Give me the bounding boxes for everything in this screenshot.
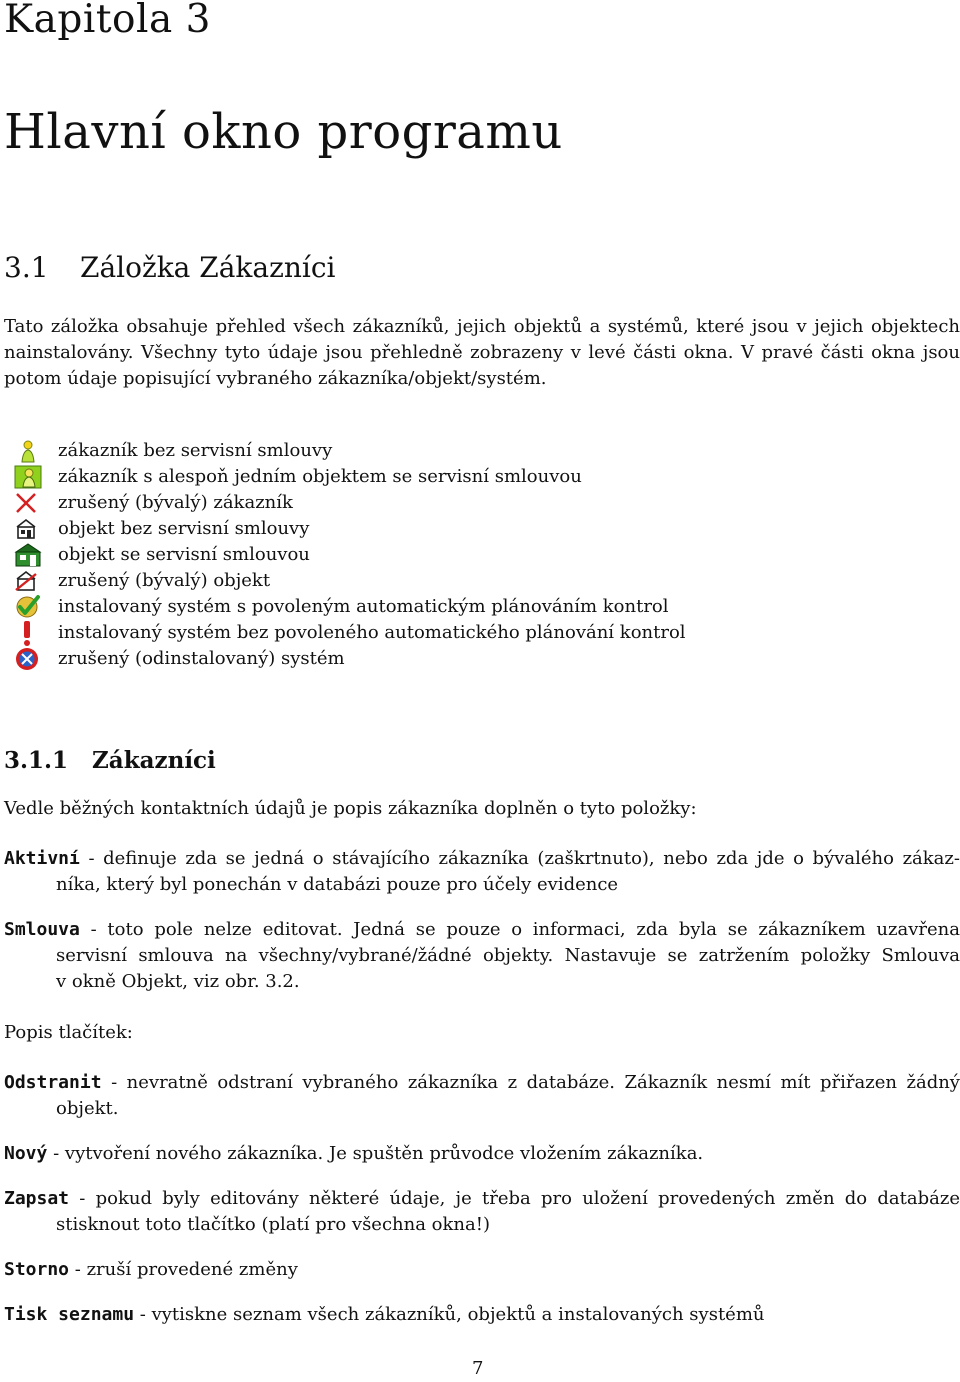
- legend-text: zrušený (bývalý) zákazník: [58, 492, 293, 513]
- definition-text: - vytiskne seznam všech zákazníků, objektů a instalovaných systémů: [139, 1304, 765, 1325]
- definition-text: - nevratně odstraní vybraného zákazníka z databáze. Zákazník nesmí mít přiřazen žádný: [111, 1072, 960, 1093]
- customer-with-contract-icon: [14, 464, 42, 490]
- button-definition-odstranit: [4, 1070, 960, 1122]
- definition-first-line: [4, 917, 960, 943]
- intro-line: Tato záložka obsahuje přehled všech zákazníků, jejich objektů a systémů, které jsou v jejich objektech: [4, 316, 960, 337]
- section-heading: [4, 250, 335, 286]
- definition-first-line: [4, 846, 960, 872]
- button-definition-tisk-seznamu: [4, 1302, 960, 1328]
- chapter-title: Hlavní okno programu: [4, 104, 563, 160]
- legend-text: instalovaný systém bez povoleného automatického plánování kontrol: [58, 622, 686, 643]
- subsection-intro: Vedle běžných kontaktních údajů je popis zákazníka doplněn o tyto položky:: [4, 798, 697, 819]
- definition-text: servisní smlouva na všechny/vybrané/žádné objekty. Nastavuje se zatržením položky Smlouva: [56, 945, 960, 966]
- system-no-auto-check-icon: [14, 620, 42, 646]
- definition-first-line: [4, 1302, 960, 1328]
- intro-line: nainstalovány. Všechny tyto údaje jsou přehledně zobrazeny v levé části okna. V pravé části okna jsou: [4, 342, 960, 363]
- legend-text: instalovaný systém s povoleným automatickým plánováním kontrol: [58, 596, 669, 617]
- customer-no-contract-icon: [14, 438, 42, 464]
- page-number: 7: [472, 1358, 484, 1379]
- definition-term: Zapsat: [4, 1188, 70, 1209]
- definition-first-line: [4, 1070, 960, 1096]
- definition-text: objekt.: [56, 1098, 119, 1119]
- definition-text: v okně Objekt, viz obr. 3.2.: [56, 971, 300, 992]
- legend-text: zákazník s alespoň jedním objektem se servisní smlouvou: [58, 466, 582, 487]
- definition-text: - zruší provedené změny: [74, 1259, 298, 1280]
- button-definition-novy: [4, 1141, 960, 1167]
- legend-text: objekt se servisní smlouvou: [58, 544, 310, 565]
- definition-first-line: [4, 1186, 960, 1212]
- section-number: 3.1: [4, 251, 49, 284]
- definition-text: - pokud byly editovány některé údaje, je třeba pro uložení provedených změn do databáze: [79, 1188, 960, 1209]
- definition-text: - toto pole nelze editovat. Jedná se pouze o informaci, zda byla se zákazníkem uzavřena: [90, 919, 960, 940]
- subsection-number: 3.1.1: [4, 747, 69, 774]
- uninstalled-system-icon: [14, 646, 42, 672]
- definition-term: Smlouva: [4, 919, 80, 940]
- field-definition-aktivni: [4, 846, 960, 898]
- button-definition-zapsat: [4, 1186, 960, 1238]
- definition-term: Nový: [4, 1143, 48, 1164]
- definition-term: Aktivní: [4, 848, 80, 869]
- definition-term: Odstranit: [4, 1072, 102, 1093]
- definition-first-line: [4, 1141, 960, 1167]
- definition-first-line: [4, 1257, 960, 1283]
- subsection-heading: [4, 746, 216, 776]
- cancelled-customer-icon: [14, 490, 42, 516]
- object-with-contract-icon: [14, 542, 42, 568]
- system-auto-check-icon: [14, 594, 42, 620]
- chapter-label: Kapitola 3: [4, 0, 211, 42]
- cancelled-object-icon: [14, 568, 42, 594]
- subsection-title: Zákazníci: [92, 747, 216, 774]
- definition-text: níka, který byl ponechán v databázi pouze pro účely evidence: [56, 874, 619, 895]
- legend-text: objekt bez servisní smlouvy: [58, 518, 310, 539]
- object-no-contract-icon: [14, 516, 42, 542]
- definition-text: - vytvoření nového zákazníka. Je spuštěn průvodce vložením zákazníka.: [53, 1143, 704, 1164]
- legend-text: zrušený (odinstalovaný) systém: [58, 648, 345, 669]
- intro-paragraph: [4, 314, 960, 392]
- definition-term: Tisk seznamu: [4, 1304, 135, 1325]
- buttons-intro: Popis tlačítek:: [4, 1022, 133, 1043]
- intro-line: potom údaje popisující vybraného zákazníka/objekt/systém.: [4, 368, 547, 389]
- definition-text: stisknout toto tlačítko (platí pro všechna okna!): [56, 1214, 491, 1235]
- legend-text: zákazník bez servisní smlouvy: [58, 440, 333, 461]
- legend-text: zrušený (bývalý) objekt: [58, 570, 271, 591]
- button-definition-storno: [4, 1257, 960, 1283]
- definition-term: Storno: [4, 1259, 70, 1280]
- field-definition-smlouva: [4, 917, 960, 995]
- definition-text: - definuje zda se jedná o stávajícího zákazníka (zaškrtnuto), nebo zda jde o bývalého zákaz-: [88, 848, 960, 869]
- section-title: Záložka Zákazníci: [80, 251, 336, 284]
